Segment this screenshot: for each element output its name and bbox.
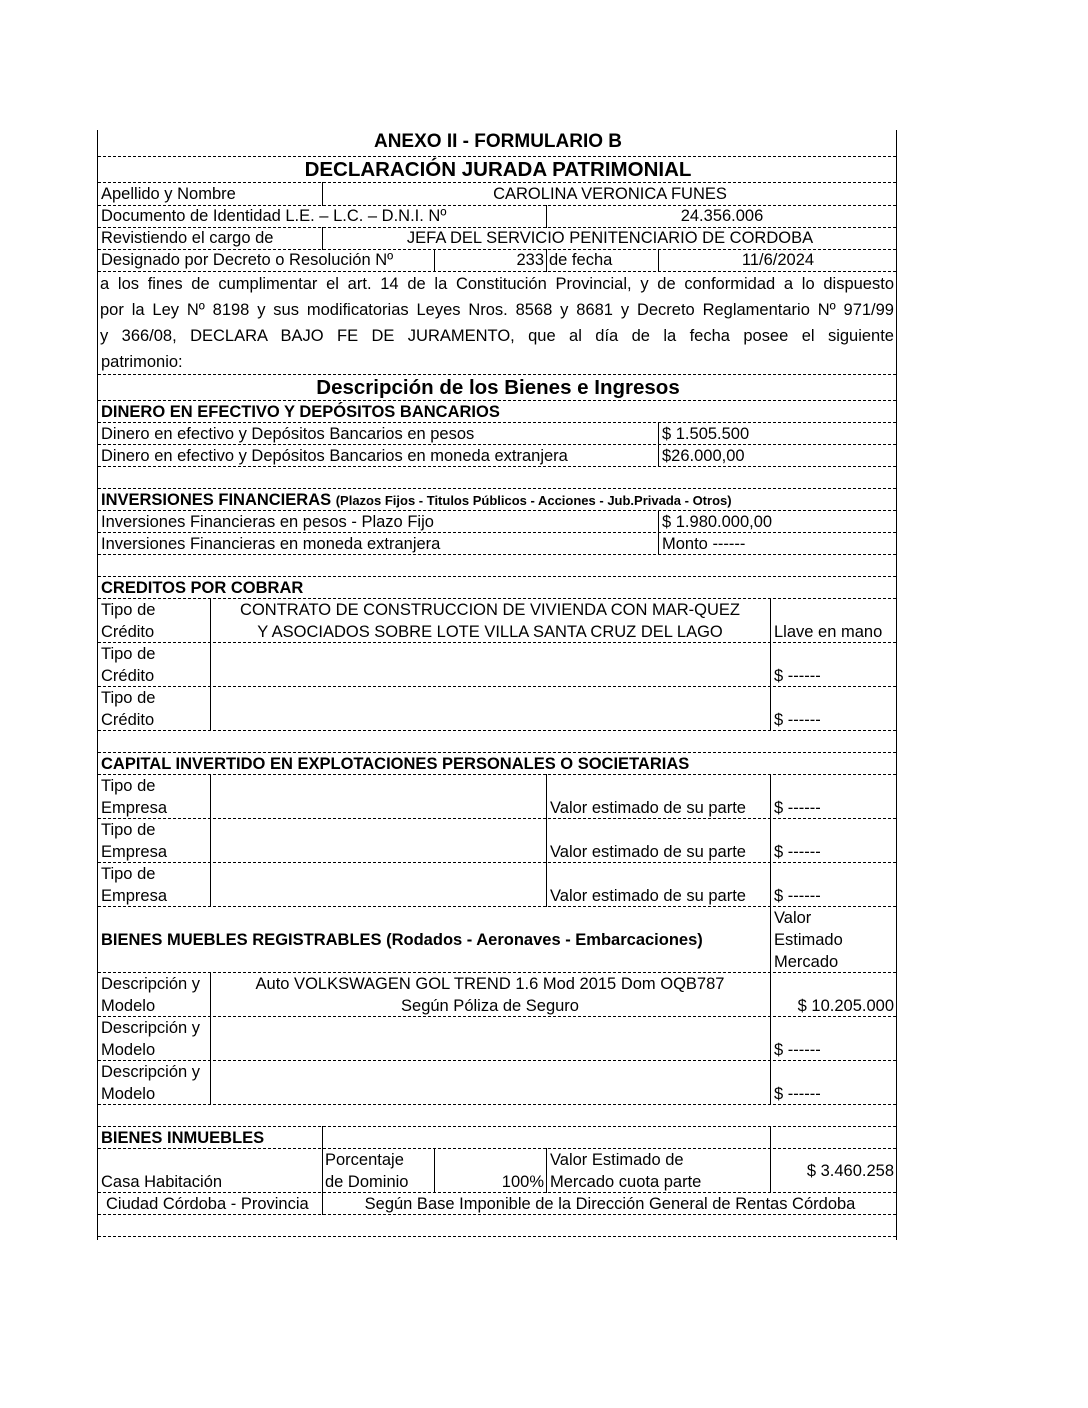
inmueble-ubicacion: Ciudad Córdoba - Provincia [106, 1195, 309, 1213]
capital-value: $ ------ [774, 799, 821, 817]
mueble-desc-label: Descripción y [101, 1019, 201, 1037]
col-divider [546, 1148, 547, 1193]
declaration-form [97, 130, 897, 1240]
row-divider [98, 1148, 896, 1149]
mueble-value: $ ------ [774, 1085, 821, 1103]
valor-estimado-label: Valor estimado de su parte [550, 799, 746, 817]
porcentaje-value: 100% [501, 1173, 544, 1191]
valor-column-header: Mercado [774, 953, 839, 971]
row-divider [98, 906, 896, 907]
row-divider [98, 271, 896, 272]
col-divider [770, 972, 771, 1105]
row-divider [98, 374, 896, 375]
row-divider [98, 422, 896, 423]
row-divider [98, 554, 896, 555]
inversiones-extranjera-label: Inversiones Financieras en moneda extranjera [101, 535, 441, 553]
row-divider [98, 532, 896, 533]
cargo-value: JEFA DEL SERVICIO PENITENCIARIO DE CORDOBA [406, 229, 814, 247]
decreto-value: 233 [516, 251, 544, 269]
mueble-desc-label: Descripción y [101, 1063, 201, 1081]
row-divider [98, 730, 896, 731]
fecha-label: de fecha [549, 251, 613, 269]
row-divider [98, 466, 896, 467]
inversiones-title: INVERSIONES FINANCIERAS [101, 491, 332, 509]
dinero-pesos-value: $ 1.505.500 [662, 425, 750, 443]
empresa-type-label: Tipo de [101, 821, 156, 839]
row-divider [98, 598, 896, 599]
name-label: Apellido y Nombre [101, 185, 236, 203]
row-divider [98, 1016, 896, 1017]
col-divider [770, 906, 771, 973]
valor-estimado-label: Mercado cuota parte [550, 1173, 702, 1191]
fecha-value: 11/6/2024 [741, 251, 815, 269]
row-divider [98, 774, 896, 775]
row-divider [98, 686, 896, 687]
mueble-description: Auto VOLKSWAGEN GOL TREND 1.6 Mod 2015 Dom OQB787 [255, 975, 725, 993]
capital-value: $ ------ [774, 843, 821, 861]
row-divider [98, 1126, 896, 1127]
row-divider [98, 642, 896, 643]
row-divider [98, 1236, 896, 1237]
inmuebles-heading: BIENES INMUEBLES [101, 1129, 265, 1147]
row-divider [98, 576, 896, 577]
credito-value: $ ------ [774, 711, 821, 729]
row-divider [98, 972, 896, 973]
row-divider [98, 156, 896, 157]
valor-column-header: Valor [774, 909, 812, 927]
mueble-description: Según Póliza de Seguro [401, 997, 579, 1015]
row-divider [98, 1104, 896, 1105]
capital-value: $ ------ [774, 887, 821, 905]
row-divider [98, 862, 896, 863]
row-divider [98, 1192, 896, 1193]
valor-estimado-label: Valor estimado de su parte [550, 887, 746, 905]
credito-type-label: Tipo de [101, 601, 156, 619]
dinero-extranjera-label: Dinero en efectivo y Depósitos Bancarios en moneda extranjera [101, 447, 568, 465]
empresa-type-label: Empresa [101, 843, 168, 861]
section-title: Descripción de los Bienes e Ingresos [316, 376, 680, 399]
inversiones-extranjera-value: Monto ------ [662, 535, 746, 553]
col-divider [546, 249, 547, 272]
empresa-type-label: Tipo de [101, 865, 156, 883]
inversiones-subtitle: (Plazos Fijos - Titulos Públicos - Acciones - Jub.Privada - Otros) [335, 493, 732, 508]
inversiones-heading [101, 490, 732, 511]
credito-type-label: Crédito [101, 711, 155, 729]
inmueble-tipo: Casa Habitación [101, 1173, 223, 1191]
col-divider [770, 1126, 771, 1193]
cargo-label: Revistiendo el cargo de [101, 229, 274, 247]
inversiones-pesos-value: $ 1.980.000,00 [662, 513, 773, 531]
valor-estimado-label: Valor Estimado de [550, 1151, 684, 1169]
mueble-value: $ 10.205.000 [797, 997, 894, 1015]
row-divider [98, 1060, 896, 1061]
declaration-line: patrimonio: [101, 353, 183, 371]
creditos-heading: CREDITOS POR COBRAR [101, 579, 304, 597]
credito-type-label: Tipo de [101, 689, 156, 707]
row-divider [98, 182, 896, 183]
credito-description: Y ASOCIADOS SOBRE LOTE VILLA SANTA CRUZ DEL LAGO [257, 623, 723, 641]
col-divider [546, 774, 547, 907]
empresa-type-label: Empresa [101, 799, 168, 817]
dinero-heading: DINERO EN EFECTIVO Y DEPÓSITOS BANCARIOS [101, 403, 500, 421]
porcentaje-label: de Dominio [325, 1173, 409, 1191]
mueble-desc-label: Modelo [101, 997, 156, 1015]
doc-value: 24.356.006 [680, 207, 764, 225]
empresa-type-label: Tipo de [101, 777, 156, 795]
credito-value: $ ------ [774, 667, 821, 685]
col-divider [770, 774, 771, 907]
row-divider [98, 400, 896, 401]
doc-label: Documento de Identidad L.E. – L.C. – D.N.I. Nº [101, 207, 447, 225]
dinero-extranjera-value: $26.000,00 [662, 447, 745, 465]
row-divider [98, 752, 896, 753]
inmueble-value: $ 3.460.258 [806, 1162, 894, 1180]
muebles-heading: BIENES MUEBLES REGISTRABLES (Rodados - Aeronaves - Embarcaciones) [101, 931, 703, 949]
dinero-pesos-label: Dinero en efectivo y Depósitos Bancarios en pesos [101, 425, 475, 443]
declaration-line: por la Ley Nº 8198 y sus modificatorias Leyes Nros. 8568 y 8681 y Decreto Reglamentario Nº 971/99 [100, 301, 894, 319]
mueble-value: $ ------ [774, 1041, 821, 1059]
mueble-desc-label: Modelo [101, 1041, 156, 1059]
credito-value: Llave en mano [774, 623, 883, 641]
empresa-type-label: Empresa [101, 887, 168, 905]
col-divider [770, 598, 771, 731]
col-divider [210, 774, 211, 907]
credito-description: CONTRATO DE CONSTRUCCION DE VIVIENDA CON MAR-QUEZ [240, 601, 740, 619]
name-value: CAROLINA VERONICA FUNES [493, 185, 727, 203]
row-divider [98, 488, 896, 489]
col-divider [658, 510, 659, 555]
capital-heading: CAPITAL INVERTIDO EN EXPLOTACIONES PERSONALES O SOCIETARIAS [101, 755, 690, 773]
row-divider [98, 444, 896, 445]
declaration-line: a los fines de cumplimentar el art. 14 de la Constitución Provincial, y de conformidad a lo dispuesto [100, 275, 894, 293]
inversiones-pesos-label: Inversiones Financieras en pesos - Plazo Fijo [101, 513, 434, 531]
declaration-line: y 366/08, DECLARA BAJO FE DE JURAMENTO, que al día de la fecha posee el siguiente [100, 327, 894, 345]
valor-column-header: Estimado [774, 931, 843, 949]
credito-type-label: Crédito [101, 623, 155, 641]
page-title: DECLARACIÓN JURADA PATRIMONIAL [304, 158, 692, 181]
col-divider [658, 422, 659, 467]
row-divider [98, 1214, 896, 1215]
anexo-title: ANEXO II - FORMULARIO B [373, 131, 623, 152]
inmueble-base: Según Base Imponible de la Dirección General de Rentas Córdoba [364, 1195, 856, 1213]
mueble-desc-label: Descripción y [101, 975, 201, 993]
valor-estimado-label: Valor estimado de su parte [550, 843, 746, 861]
mueble-desc-label: Modelo [101, 1085, 156, 1103]
porcentaje-label: Porcentaje [325, 1151, 404, 1169]
decreto-label: Designado por Decreto o Resolución Nº [101, 251, 394, 269]
row-divider [98, 818, 896, 819]
credito-type-label: Tipo de [101, 645, 156, 663]
credito-type-label: Crédito [101, 667, 155, 685]
